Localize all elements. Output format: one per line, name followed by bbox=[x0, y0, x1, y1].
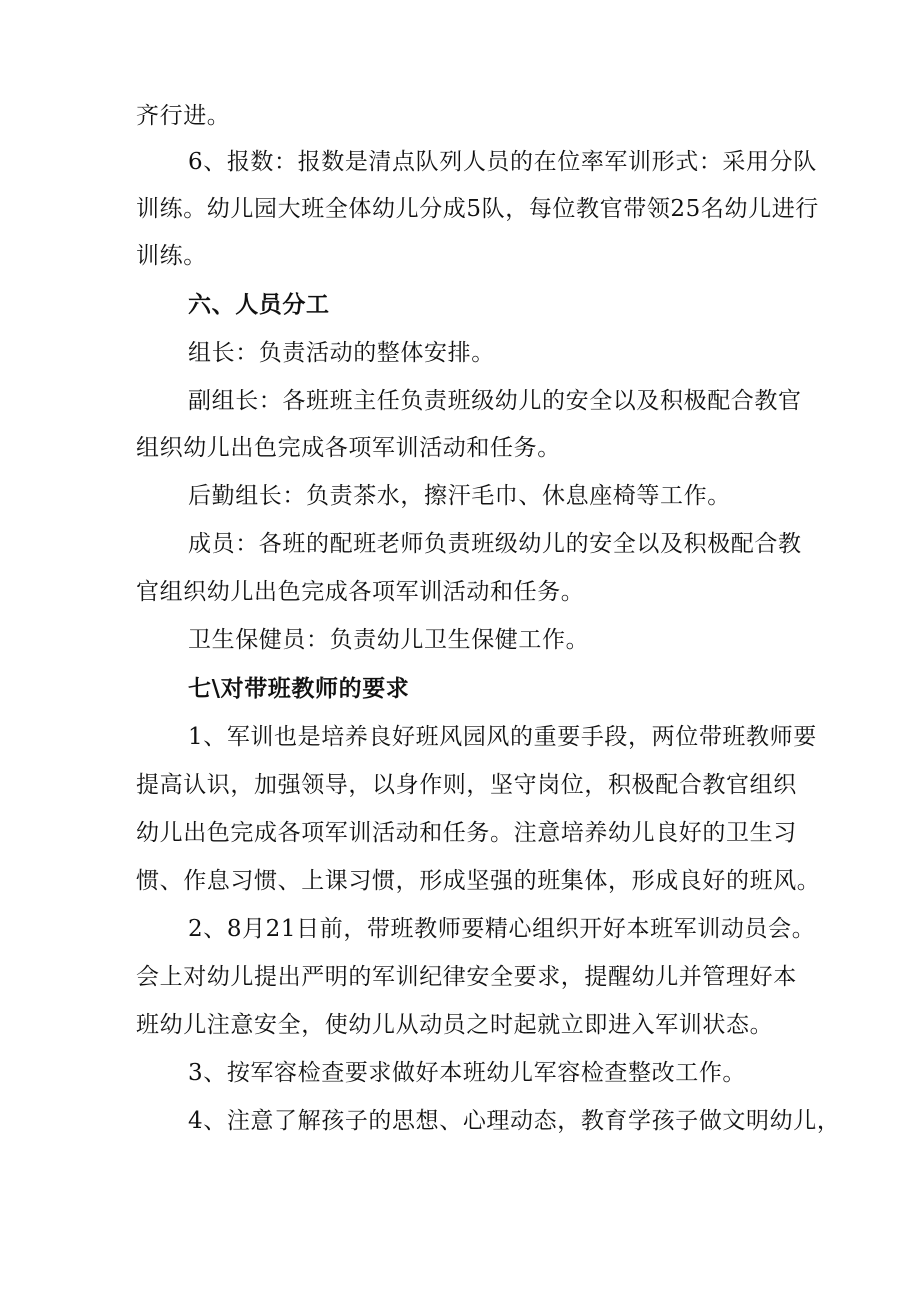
text-line: 班幼儿注意安全，使幼儿从动员之时起就立即进入军训状态。 bbox=[136, 1012, 774, 1038]
text-line: 提高认识，加强领导，以身作则，坚守岗位，积极配合教官组织 bbox=[136, 772, 797, 798]
text-line: 会上对幼儿提出严明的军训纪律安全要求，提醒幼儿并管理好本 bbox=[136, 964, 797, 990]
text-line: 训练。幼儿园大班全体幼儿分成5队，每位教官带领25名幼儿进行 bbox=[136, 196, 819, 222]
text-line: 4、注意了解孩子的思想、心理动态，教育学孩子做文明幼儿， bbox=[188, 1108, 841, 1134]
text-line: 副组长：各班班主任负责班级幼儿的安全以及积极配合教官 bbox=[188, 388, 802, 414]
text-line: 惯、作息习惯、上课习惯，形成坚强的班集体，形成良好的班风。 bbox=[136, 868, 821, 894]
text-line: 齐行进。 bbox=[136, 103, 231, 129]
text-line: 官组织幼儿出色完成各项军训活动和任务。 bbox=[136, 579, 585, 605]
text-line: 6、报数：报数是清点队列人员的在位率军训形式：采用分队 bbox=[188, 149, 817, 175]
text-line: 组长：负责活动的整体安排。 bbox=[188, 340, 495, 366]
text-line: 卫生保健员：负责幼儿卫生保健工作。 bbox=[188, 627, 590, 653]
text-line: 组织幼儿出色完成各项军训活动和任务。 bbox=[136, 435, 561, 461]
text-line: 幼儿出色完成各项军训活动和任务。注意培养幼儿良好的卫生习 bbox=[136, 820, 797, 846]
section-heading-teacher-requirements: 七\对带班教师的要求 bbox=[188, 676, 410, 702]
text-line: 1、军训也是培养良好班风园风的重要手段，两位带班教师要 bbox=[188, 724, 817, 750]
text-line: 训练。 bbox=[136, 243, 207, 269]
section-heading-personnel: 六、人员分工 bbox=[188, 292, 330, 318]
text-line: 成员：各班的配班老师负责班级幼儿的安全以及积极配合教 bbox=[188, 531, 802, 557]
text-line: 2、8月21日前，带班教师要精心组织开好本班军训动员会。 bbox=[188, 916, 816, 942]
text-line: 后勤组长：负责茶水，擦汗毛巾、休息座椅等工作。 bbox=[188, 483, 731, 509]
text-line: 3、按军容检查要求做好本班幼儿军容检查整改工作。 bbox=[188, 1060, 747, 1086]
